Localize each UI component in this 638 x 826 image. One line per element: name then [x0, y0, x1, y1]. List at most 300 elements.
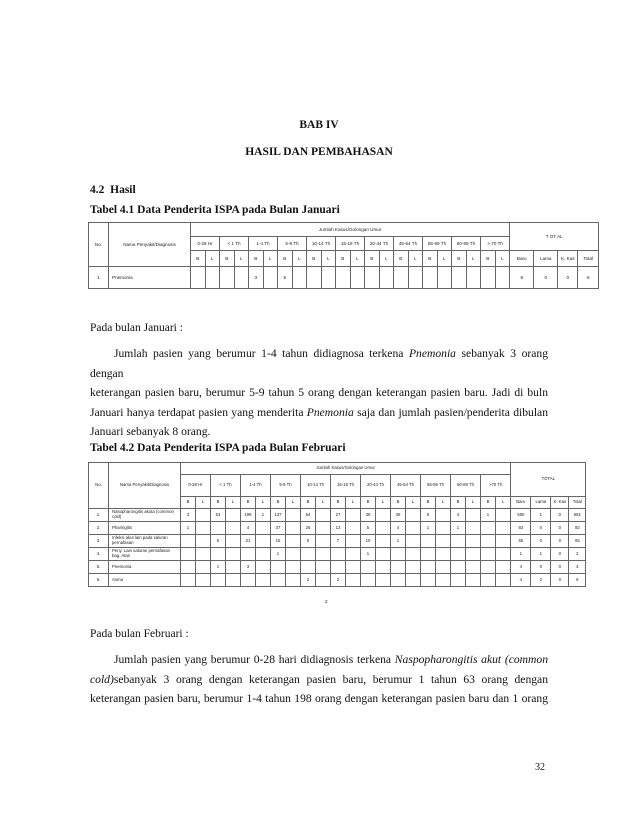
text-segment: Januari hanya terdapat pasien yang menderita	[90, 405, 307, 419]
row-diagnosis: Pnemonia	[109, 561, 181, 574]
age-group-header: 1-4 Th	[241, 475, 271, 497]
sub-header-b: B	[271, 497, 286, 509]
data-cell	[496, 509, 511, 522]
data-cell	[286, 574, 301, 587]
data-cell: 7	[331, 535, 346, 548]
data-cell	[421, 548, 436, 561]
sub-header-l: L	[256, 497, 271, 509]
sub-header-l: L	[346, 497, 361, 509]
age-group-header: 45-54 Th	[394, 237, 423, 251]
table-row	[89, 509, 586, 522]
data-cell	[496, 522, 511, 535]
data-cell	[466, 509, 481, 522]
data-cell	[307, 267, 322, 289]
data-cell	[466, 267, 481, 289]
data-cell	[226, 522, 241, 535]
total-cell: 65	[569, 535, 586, 548]
data-cell	[436, 574, 451, 587]
data-cell	[481, 535, 496, 548]
data-cell	[495, 267, 510, 289]
row-no: 1	[89, 267, 109, 289]
data-cell	[263, 267, 278, 289]
sub-header-b: B	[421, 497, 436, 509]
sub-header-b: B	[391, 497, 406, 509]
data-cell	[436, 561, 451, 574]
data-cell	[451, 574, 466, 587]
data-cell	[496, 561, 511, 574]
total-header: TOTAL	[511, 463, 586, 497]
data-cell	[286, 548, 301, 561]
text-segment: keterangan pasien baru, berumur 1-4 tahun 198 orang dengan keterangan pasien baru dan 1 orang	[90, 692, 548, 706]
data-cell	[226, 561, 241, 574]
data-cell	[256, 561, 271, 574]
total-cell: 8	[510, 267, 534, 289]
total-cell: 0	[551, 561, 569, 574]
data-cell	[321, 267, 336, 289]
data-cell	[181, 548, 196, 561]
total-cell: 4	[511, 574, 531, 587]
total-cell: 4	[569, 561, 586, 574]
total-cell: 0	[531, 535, 551, 548]
para-line	[90, 689, 548, 709]
table1-caption: Tabel 4.1 Data Penderita ISPA pada Bulan Januari	[90, 204, 340, 216]
sub-header-b: B	[481, 251, 496, 267]
sub-header-l: L	[316, 497, 331, 509]
data-cell	[271, 574, 286, 587]
row-no: 1.	[89, 509, 109, 522]
data-cell	[211, 548, 226, 561]
data-cell	[466, 522, 481, 535]
data-cell: 4	[451, 509, 466, 522]
data-cell: 15	[271, 535, 286, 548]
total-cell: 1	[531, 548, 551, 561]
sub-header-b: B	[220, 251, 235, 267]
sub-header-l: L	[406, 497, 421, 509]
age-group-header: 60-69 Th	[451, 475, 481, 497]
data-cell	[346, 561, 361, 574]
age-group-header: 10-14 Th	[307, 237, 336, 251]
data-cell: 63	[211, 509, 226, 522]
data-cell	[481, 267, 496, 289]
data-cell	[226, 509, 241, 522]
total-cell: 65	[511, 535, 531, 548]
data-cell: 5	[278, 267, 293, 289]
data-cell: 1	[256, 509, 271, 522]
age-group-header: 20-44 Th	[361, 475, 391, 497]
text-segment: Jumlah pasien yang berumur 0-28 hari didiagnosis terkena	[114, 653, 395, 666]
sub-header-b: B	[423, 251, 438, 267]
total-cell: 8	[578, 267, 599, 289]
data-cell	[406, 509, 421, 522]
data-cell	[436, 535, 451, 548]
data-cell	[466, 535, 481, 548]
data-cell: 39	[391, 509, 406, 522]
data-cell: 39	[361, 509, 376, 522]
sub-header-b: B	[365, 251, 380, 267]
sub-header-b: B	[278, 251, 293, 267]
data-cell: 5	[361, 522, 376, 535]
total-col-header: Lama	[534, 251, 558, 267]
data-cell: 3	[181, 509, 196, 522]
total-cell: 0	[531, 522, 551, 535]
total-cell: 0	[534, 267, 558, 289]
data-cell	[256, 522, 271, 535]
para1-heading: Pada bulan Januari :	[90, 322, 183, 334]
data-cell	[316, 535, 331, 548]
col-header-name: Nama Penyakit/Diagnosis	[109, 223, 191, 267]
chapter-title: HASIL DAN PEMBAHASAN	[245, 146, 393, 158]
data-cell: 13	[331, 522, 346, 535]
data-cell	[406, 574, 421, 587]
total-cell: 4	[511, 561, 531, 574]
total-cell: 0	[551, 574, 569, 587]
total-cell: 0	[551, 548, 569, 561]
data-cell	[226, 548, 241, 561]
data-cell	[361, 574, 376, 587]
text-segment: sebanyak 3 orang dengan keterangan pasien baru, berumur 1 tahun 63 orang dengan	[113, 672, 548, 686]
data-cell	[376, 522, 391, 535]
data-cell	[181, 574, 196, 587]
data-cell: 1	[451, 522, 466, 535]
data-cell: 3	[241, 561, 256, 574]
data-cell	[336, 267, 351, 289]
age-group-header: < 1 Th	[220, 237, 249, 251]
total-cell: 1	[531, 509, 551, 522]
sub-header-l: L	[292, 251, 307, 267]
data-cell	[436, 548, 451, 561]
data-cell	[211, 522, 226, 535]
sub-header-l: L	[263, 251, 278, 267]
data-cell	[436, 509, 451, 522]
data-cell: 27	[331, 509, 346, 522]
para-line	[90, 383, 548, 403]
data-cell	[346, 535, 361, 548]
age-group-header: 1-4 Th	[249, 237, 278, 251]
data-cell	[196, 509, 211, 522]
sub-header-l: L	[466, 251, 481, 267]
sub-header-b: B	[336, 251, 351, 267]
text-segment: saja dan jumlah pasien/penderita dibulan	[353, 405, 548, 419]
sub-header-l: L	[205, 251, 220, 267]
sub-header-l: L	[496, 497, 511, 509]
total-cell: 6	[569, 574, 586, 587]
data-cell	[421, 574, 436, 587]
text-segment: Januari sebanyak 8 orang.	[90, 425, 211, 439]
data-cell	[196, 535, 211, 548]
row-diagnosis: Pharingitis	[109, 522, 181, 535]
data-cell	[181, 535, 196, 548]
data-cell	[391, 561, 406, 574]
age-group-header: 55-59 Th	[421, 475, 451, 497]
data-cell: 10	[361, 535, 376, 548]
data-cell	[256, 548, 271, 561]
data-cell	[376, 509, 391, 522]
data-cell	[466, 561, 481, 574]
row-diagnosis: Infeksi akut lain pada saluran pernafasan	[109, 535, 181, 548]
data-cell: 6	[211, 535, 226, 548]
total-cell: 2	[569, 548, 586, 561]
total-header: T OT AL	[510, 223, 599, 251]
section-heading: 4.2 Hasil	[90, 184, 136, 196]
age-group-header: 15-19 Th	[331, 475, 361, 497]
sub-header-b: B	[451, 497, 466, 509]
data-cell	[379, 267, 394, 289]
sub-header-b: B	[307, 251, 322, 267]
table2-caption: Tabel 4.2 Data Penderita ISPA pada Bulan Februari	[90, 442, 346, 454]
data-cell: 1	[361, 548, 376, 561]
data-cell	[408, 267, 423, 289]
col-header-no: No.	[89, 463, 109, 509]
sub-header-l: L	[196, 497, 211, 509]
data-cell	[301, 561, 316, 574]
data-cell	[301, 548, 316, 561]
data-cell: 21	[241, 535, 256, 548]
sub-header-l: L	[286, 497, 301, 509]
data-cell	[406, 561, 421, 574]
data-cell	[481, 574, 496, 587]
row-no: 5.	[89, 561, 109, 574]
col-header-name: Nama Penyakit/Diagnosis	[109, 463, 181, 509]
sub-header-l: L	[321, 251, 336, 267]
age-group-header: 15-19 Th	[336, 237, 365, 251]
table-januari	[88, 222, 599, 289]
data-cell	[205, 267, 220, 289]
table-row	[89, 574, 586, 587]
total-cell: 2	[531, 574, 551, 587]
para2-heading: Pada bulan Februari :	[90, 628, 189, 640]
data-cell	[346, 548, 361, 561]
row-diagnosis: Asma	[109, 574, 181, 587]
total-cell: 0	[551, 522, 569, 535]
para-line	[90, 344, 548, 383]
data-cell: 2	[331, 574, 346, 587]
age-group-header: 10-14 Th	[301, 475, 331, 497]
page-number: 32	[535, 762, 545, 773]
sub-header-b: B	[394, 251, 409, 267]
table-row	[89, 561, 586, 574]
data-cell	[394, 267, 409, 289]
data-cell: 1	[421, 522, 436, 535]
age-group-header: > 70 Th	[481, 237, 510, 251]
row-no: 4.	[89, 548, 109, 561]
data-cell: 137	[271, 509, 286, 522]
italic-term: Pnemonia	[306, 405, 354, 419]
data-cell	[451, 535, 466, 548]
data-cell: 3	[249, 267, 264, 289]
data-cell	[406, 535, 421, 548]
text-segment: sebanyak 3 orang dengan	[90, 347, 548, 380]
data-cell	[346, 509, 361, 522]
data-cell: 5	[301, 535, 316, 548]
total-col-header: Baru	[510, 251, 534, 267]
data-cell	[376, 574, 391, 587]
para-line	[90, 422, 548, 442]
para1-body	[90, 344, 548, 442]
sub-header-b: B	[452, 251, 467, 267]
age-group-header: 20-44 Th	[365, 237, 394, 251]
total-col-header: K. Kas	[558, 251, 578, 267]
data-cell	[481, 561, 496, 574]
para-line	[90, 403, 548, 423]
sub-header-l: L	[466, 497, 481, 509]
data-cell	[406, 522, 421, 535]
col-header-no: No.	[89, 223, 109, 267]
data-cell	[196, 574, 211, 587]
sub-header-l: L	[226, 497, 241, 509]
table-row	[89, 522, 586, 535]
data-cell	[452, 267, 467, 289]
sub-header-b: B	[361, 497, 376, 509]
total-col-header: Total	[569, 497, 586, 509]
total-cell: 92	[569, 522, 586, 535]
table-row	[89, 548, 586, 561]
data-cell	[316, 509, 331, 522]
sub-header-l: L	[436, 497, 451, 509]
data-cell	[256, 574, 271, 587]
data-cell	[226, 535, 241, 548]
data-cell	[191, 267, 206, 289]
data-cell	[346, 522, 361, 535]
data-cell	[271, 561, 286, 574]
data-cell	[496, 548, 511, 561]
data-cell	[391, 574, 406, 587]
sub-header-l: L	[376, 497, 391, 509]
total-cell: 92	[511, 522, 531, 535]
data-cell: 5	[421, 509, 436, 522]
data-cell	[286, 535, 301, 548]
total-col-header: Baru	[511, 497, 531, 509]
data-cell	[406, 548, 421, 561]
data-cell	[365, 267, 380, 289]
data-cell	[437, 267, 452, 289]
age-group-header: 0-28 Hr	[191, 237, 220, 251]
data-cell: 1	[271, 548, 286, 561]
data-cell	[241, 574, 256, 587]
total-col-header: Lama	[531, 497, 551, 509]
sub-header-l: L	[350, 251, 365, 267]
text-segment: keterangan pasien baru, berumur 5-9 tahun 5 orang dengan keterangan pasien baru. Jadi di buln	[90, 386, 548, 400]
data-cell	[361, 561, 376, 574]
data-cell	[451, 561, 466, 574]
age-group-header: 45-54 Th	[391, 475, 421, 497]
data-cell	[421, 535, 436, 548]
sub-header-l: L	[437, 251, 452, 267]
total-cell: 580	[511, 509, 531, 522]
para2-body	[90, 650, 548, 709]
row-no: 2.	[89, 522, 109, 535]
group-header: Jumlah Kasus/Golongan Umur	[191, 223, 510, 237]
age-group-header: 60-69 Th	[452, 237, 481, 251]
data-cell: 1	[181, 522, 196, 535]
data-cell	[316, 561, 331, 574]
stray-mark: 2	[325, 599, 328, 604]
data-cell	[331, 561, 346, 574]
row-no: 3.	[89, 535, 109, 548]
data-cell	[451, 548, 466, 561]
age-group-header: 5-9 Th	[278, 237, 307, 251]
row-diagnosis: Nasopharongitis akuta (common cold)	[109, 509, 181, 522]
data-cell	[391, 548, 406, 561]
data-cell	[481, 548, 496, 561]
row-diagnosis: Pnemonia	[109, 267, 191, 289]
sub-header-b: B	[331, 497, 346, 509]
data-cell	[421, 561, 436, 574]
data-cell: 37	[271, 522, 286, 535]
age-group-header: >70 Th	[481, 475, 511, 497]
sub-header-b: B	[249, 251, 264, 267]
total-col-header: K. Kas	[551, 497, 569, 509]
data-cell	[376, 535, 391, 548]
data-cell: 198	[241, 509, 256, 522]
data-cell: 1	[391, 535, 406, 548]
data-cell	[436, 522, 451, 535]
data-cell	[350, 267, 365, 289]
total-cell: 0	[558, 267, 578, 289]
data-cell	[196, 548, 211, 561]
sub-header-b: B	[301, 497, 316, 509]
data-cell	[466, 574, 481, 587]
data-cell	[256, 535, 271, 548]
para-line	[90, 670, 548, 690]
row-diagnosis: Peny. Lain saluran pernafasan bag. Atas	[109, 548, 181, 561]
data-cell	[196, 522, 211, 535]
data-cell	[286, 522, 301, 535]
data-cell: 64	[301, 509, 316, 522]
data-cell	[196, 561, 211, 574]
data-cell	[220, 267, 235, 289]
age-group-header: 5-9 Th	[271, 475, 301, 497]
data-cell	[286, 509, 301, 522]
row-no: 6.	[89, 574, 109, 587]
sub-header-b: B	[191, 251, 206, 267]
data-cell	[292, 267, 307, 289]
sub-header-l: L	[379, 251, 394, 267]
sub-header-l: L	[234, 251, 249, 267]
italic-term: Pnemonia	[408, 347, 456, 360]
data-cell: 4	[241, 522, 256, 535]
para-line	[90, 650, 548, 670]
age-group-header: 55-59 Th	[423, 237, 452, 251]
sub-header-b: B	[211, 497, 226, 509]
data-cell	[316, 522, 331, 535]
total-cell: 0	[531, 561, 551, 574]
data-cell: 4	[391, 522, 406, 535]
sub-header-b: B	[181, 497, 196, 509]
data-cell	[496, 535, 511, 548]
data-cell	[331, 548, 346, 561]
chapter-number: BAB IV	[299, 119, 339, 131]
data-cell	[316, 574, 331, 587]
data-cell	[423, 267, 438, 289]
sub-header-l: L	[408, 251, 423, 267]
sub-header-l: L	[495, 251, 510, 267]
total-col-header: Total	[578, 251, 599, 267]
data-cell	[181, 561, 196, 574]
group-header: Jumlah Kasus/Golongan Umur	[181, 463, 511, 475]
table-row	[89, 535, 586, 548]
data-cell	[226, 574, 241, 587]
table-februari	[88, 462, 586, 587]
data-cell: 1	[481, 509, 496, 522]
total-cell: 0	[551, 509, 569, 522]
data-cell	[211, 574, 226, 587]
data-cell: 1	[211, 561, 226, 574]
data-cell	[496, 574, 511, 587]
data-cell	[376, 548, 391, 561]
italic-term: cold)	[90, 672, 114, 686]
data-cell	[286, 561, 301, 574]
data-cell	[241, 548, 256, 561]
